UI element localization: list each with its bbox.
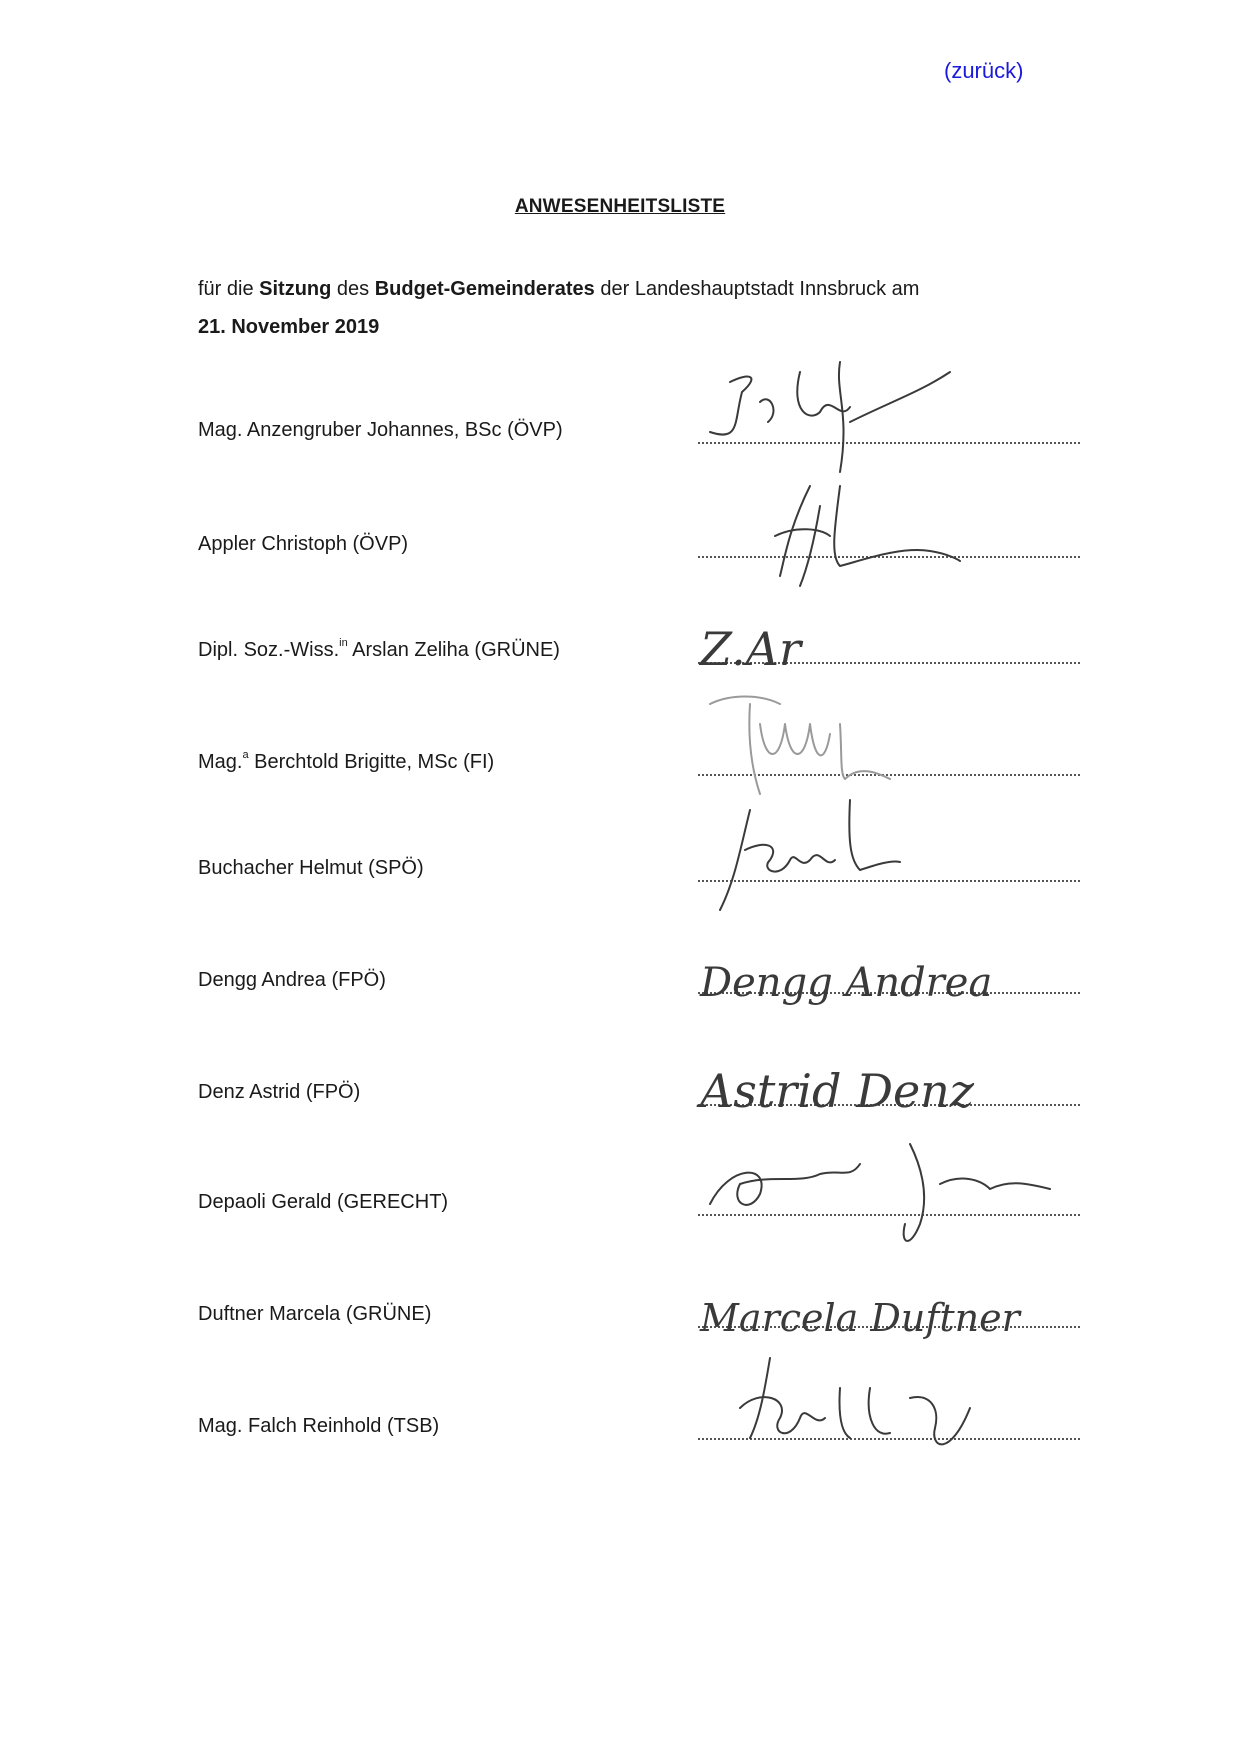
signature-icon xyxy=(690,352,1210,482)
attendee-row xyxy=(0,1044,1240,1118)
signature-text: Z.Ar xyxy=(700,622,801,676)
signature-icon xyxy=(690,1124,1210,1254)
attendee-surname: Arslan Zeliha (GRÜNE) xyxy=(347,639,560,661)
signature-icon xyxy=(690,1348,1210,1478)
signature-icon xyxy=(690,790,1210,920)
attendee-name: Dengg Andrea (FPÖ) xyxy=(198,969,386,991)
signature-text: Astrid Denz xyxy=(700,1064,975,1118)
attendee-name xyxy=(198,639,560,662)
attendee-row xyxy=(0,602,1240,676)
attendee-name: Denz Astrid (FPÖ) xyxy=(198,1081,361,1103)
intro-text xyxy=(198,270,1098,346)
signature-text: Marcela Duftner xyxy=(700,1296,1020,1340)
intro-part2: des xyxy=(331,278,375,300)
attendee-row xyxy=(0,932,1240,1006)
attendee-row xyxy=(0,820,1240,880)
signature-text: Dengg Andrea xyxy=(700,960,993,1006)
attendee-name: Mag. Falch Reinhold (TSB) xyxy=(198,1415,440,1437)
title-superscript: in xyxy=(339,637,348,649)
attendee-name: Mag. Anzengruber Johannes, BSc (ÖVP) xyxy=(198,419,563,441)
attendee-title: Dipl. Soz.-Wiss. xyxy=(198,639,340,661)
attendee-title: Mag. xyxy=(198,751,243,773)
attendee-name: Appler Christoph (ÖVP) xyxy=(198,533,409,555)
back-link[interactable]: (zurück) xyxy=(944,58,1024,83)
attendee-row xyxy=(0,1154,1240,1214)
title-superscript: a xyxy=(242,749,249,761)
intro-part3: der Landeshauptstadt Innsbruck am xyxy=(594,278,920,300)
attendee-row xyxy=(0,714,1240,774)
signature-icon xyxy=(690,466,1210,596)
page-title: ANWESENHEITSLISTE xyxy=(514,196,726,217)
attendee-row xyxy=(0,382,1240,442)
attendee-row xyxy=(0,1378,1240,1438)
attendee-row xyxy=(0,496,1240,556)
attendee-name xyxy=(198,751,494,774)
intro-gremium: Budget-Gemeinderates xyxy=(374,278,595,300)
attendee-surname: Berchtold Brigitte, MSc (FI) xyxy=(248,751,495,773)
attendee-row xyxy=(0,1266,1240,1340)
intro-sitzung: Sitzung xyxy=(259,278,332,300)
intro-part1: für die xyxy=(198,278,260,300)
attendee-name: Depaoli Gerald (GERECHT) xyxy=(198,1191,449,1213)
attendee-name: Duftner Marcela (GRÜNE) xyxy=(198,1303,432,1325)
attendee-name: Buchacher Helmut (SPÖ) xyxy=(198,857,424,879)
intro-date: 21. November 2019 xyxy=(198,316,380,338)
